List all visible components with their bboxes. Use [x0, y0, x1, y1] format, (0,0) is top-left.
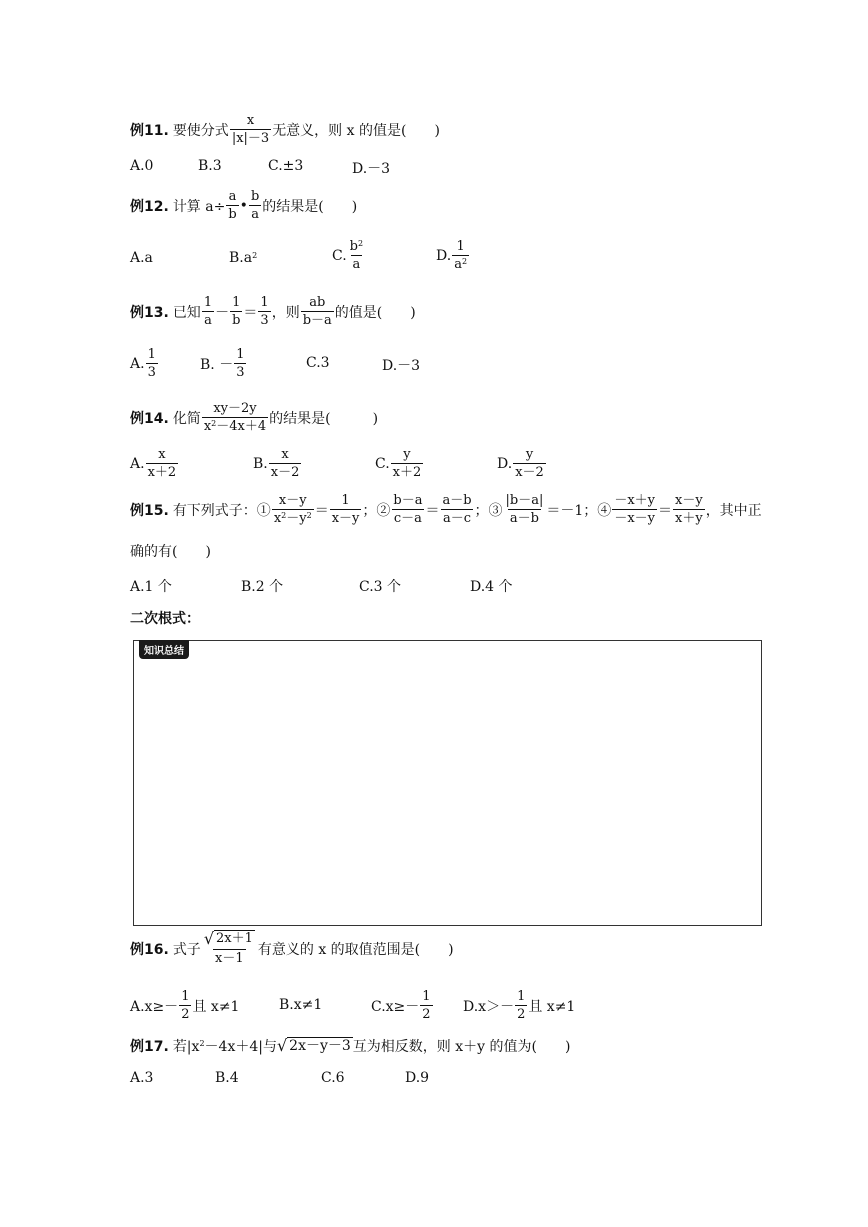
question-lead: 例12. — [130, 198, 169, 215]
option-a: A.0 — [130, 158, 154, 174]
sqrt-symbol: √ 2x－y－3 — [276, 1036, 351, 1055]
option-b: B.4 — [215, 1070, 239, 1086]
option-d: D.9 — [405, 1070, 430, 1086]
option-d: D. $\frac{y}{x-2}$ — [497, 447, 544, 480]
question-text: 有下列式子：① — [172, 502, 271, 519]
question-lead: 例15. — [130, 502, 169, 519]
option-a: A. $\frac{x}{x+2}$ — [130, 447, 177, 480]
sqrt-symbol: √ 2x＋1 — [203, 929, 253, 948]
question-text: 确的有( ) — [130, 544, 211, 560]
option-c: C.±3 — [268, 158, 304, 174]
dot-operator: • — [239, 197, 248, 214]
question-lead: 例13. — [130, 304, 169, 321]
question-text: 的值是( ) — [334, 304, 416, 321]
question-14: 例14. 化简 $\frac{xy-2y}{x^2-4x+4}$ 的结果是( ) — [130, 401, 379, 434]
option-b: B. － $\frac{1}{3}$ — [200, 347, 245, 380]
option-c: C.x≥－ $\frac{1}{2}$ — [371, 989, 431, 1022]
question-13: 例13. 已知 $\frac{1}{a}$ － $\frac{1}{b}$ ＝ $\frac{1}{3}$ ，则 $\frac{ab}{b-a}$ 的值是( ) — [130, 295, 416, 328]
fraction: $\frac{a}{b}$ — [228, 189, 237, 222]
option-b: B.3 — [198, 158, 222, 174]
question-text: 无意义，则 x 的值是( ) — [272, 122, 440, 139]
question-16: 例16. 式子 √ 2x＋1 x－1 有意义的 x 的取值范围是( ) — [130, 929, 454, 966]
option-d: D.x＞－ $\frac{1}{2}$ 且 x≠1 — [463, 989, 576, 1022]
question-11 — [130, 112, 440, 147]
option-b: B. $\frac{x}{x-2}$ — [253, 447, 300, 480]
option-a: A.x≥－ $\frac{1}{2}$ 且 x≠1 — [130, 989, 240, 1022]
option-c: C. $\frac{y}{x+2}$ — [375, 447, 422, 480]
question-text: 有意义的 x 的取值范围是( ) — [257, 941, 454, 958]
question-text: 已知 — [172, 304, 201, 321]
option-a: A.a — [130, 250, 153, 266]
option-d: D.4 个 — [470, 579, 513, 595]
question-text: ，其中正 — [705, 502, 762, 519]
question-lead: 例11. — [130, 122, 169, 139]
question-text: 计算 a÷ — [172, 198, 226, 215]
question-text: 要使分式 — [172, 122, 229, 139]
option-a: A.3 — [130, 1070, 154, 1086]
question-lead: 例16. — [130, 941, 169, 958]
fraction: $\frac{x}{|x|-3}$ — [231, 113, 270, 146]
option-c: C. $\frac{b^2}{a}$ — [332, 239, 364, 272]
question-text: 互为相反数，则 x＋y 的值为( ) — [352, 1039, 571, 1055]
question-17: 例17. 若|x 2 －4x＋4|与 √ 2x－y－3 互为相反数，则 x＋y 的值为( ) — [130, 1036, 571, 1055]
option-a: A.1 个 — [130, 579, 172, 595]
option-c: C.6 — [321, 1070, 345, 1086]
option-b: B.x≠1 — [279, 997, 323, 1013]
option-d: D. $\frac{1}{a^2}$ — [436, 239, 468, 272]
option-c: C.3 个 — [359, 579, 402, 595]
summary-badge: 知识总结 — [139, 640, 189, 659]
option-d: D.－3 — [352, 161, 391, 177]
option-d: D.－3 — [382, 358, 421, 374]
fraction: $\frac{b}{a}$ — [250, 189, 260, 222]
option-a: A. $\frac{1}{3}$ — [130, 347, 156, 380]
section-title: 二次根式： — [130, 611, 200, 627]
question-text: 若|x — [172, 1039, 200, 1055]
question-12 — [130, 188, 357, 223]
question-text: 式子 — [172, 941, 201, 958]
summary-box — [133, 640, 762, 926]
question-lead: 例17. — [130, 1039, 169, 1055]
option-b: B.2 个 — [241, 579, 284, 595]
question-15: 例15. 有下列式子：① $\frac{x-y}{x^2-y^2}$ ＝ $\frac{1}{x-y}$ ；② $\frac{b-a}{c-a}$ ＝ $\frac{a-b}{a-c}$ ；③ $\frac{|b-a|}{a-b}$ ＝－1；④ $\frac{-x+y}{-x-y}$ ＝ $\frac{x-y}{x+y}$ ，其中正 — [130, 493, 762, 526]
question-text: 的结果是( ) — [269, 410, 379, 427]
option-c: C.3 — [306, 355, 330, 371]
question-text: 的结果是( ) — [262, 198, 358, 215]
option-b: B.a 2 — [229, 250, 258, 266]
question-text: 化简 — [172, 410, 201, 427]
question-lead: 例14. — [130, 410, 169, 427]
